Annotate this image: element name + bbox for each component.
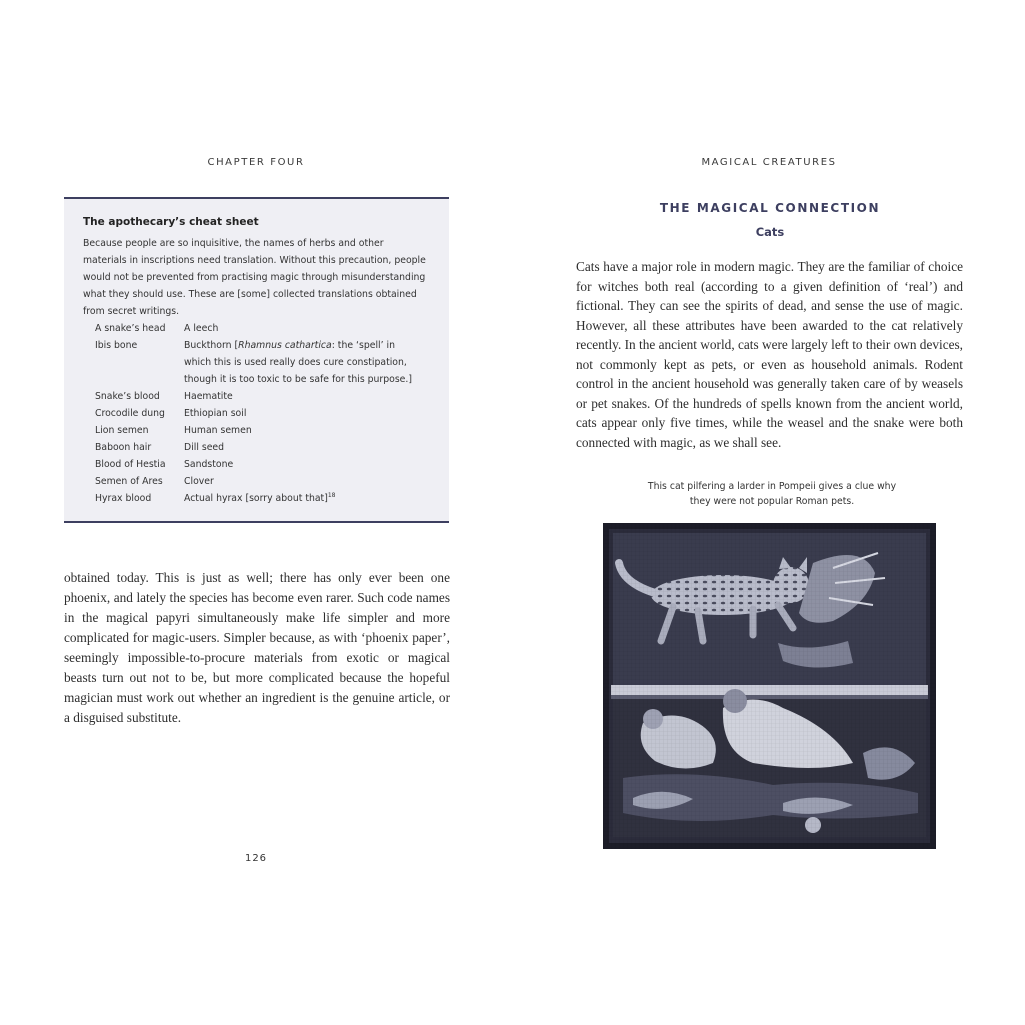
translation: Dill seed: [184, 442, 225, 453]
pompeii-cat-mosaic: [603, 523, 936, 849]
translation: Clover: [184, 476, 214, 487]
table-row: [83, 337, 429, 388]
translation-part: Buckthorn [: [184, 340, 239, 351]
footnote-marker: 18: [327, 491, 336, 499]
section-subheading: Cats: [755, 225, 785, 239]
translation: Human semen: [184, 425, 252, 436]
translation: Haematite: [184, 391, 233, 402]
table-row: [83, 320, 429, 337]
sidebar-title: The apothecary’s cheat sheet: [83, 216, 259, 228]
mosaic-image: [603, 523, 936, 849]
code-name: Baboon hair: [95, 442, 152, 453]
code-name: Blood of Hestia: [95, 459, 166, 470]
right-running-head: MAGICAL CREATURES: [701, 157, 837, 168]
table-row: [83, 422, 429, 439]
translation: [184, 490, 424, 507]
left-body-text: obtained today. This is just as well; there has only ever been one phoenix, and lately the species has become even rarer. Such code names in the magical papyri simultaneously make life simpler and more complicated for magic-users. Simpler because, as with ‘phoenix paper’, seemingly impossible-to-procure materials from exotic or magical beasts turn out not to be, but more complicated because the hopeful magician must work out whether an ingredient is the genuine article, or a disguised substitute.: [64, 570, 450, 725]
table-row: [83, 405, 429, 422]
code-name: Hyrax blood: [95, 493, 152, 504]
code-name: Snake’s blood: [95, 391, 160, 402]
translation-part: : the ‘spell’ in which this is used really does cure constipation, though it is too toxic to be safe for this purpose.]: [184, 340, 412, 385]
section-heading: THE MAGICAL CONNECTION: [659, 201, 881, 215]
sidebar-intro: Because people are so inquisitive, the names of herbs and other materials in inscriptions need translation. Without this precaution, people would not be prevented from practising magic through misunderstanding what they should use. These are [some] collected translations obtained from secret writings.: [83, 238, 426, 317]
code-name: Ibis bone: [95, 340, 138, 351]
code-name: A snake’s head: [95, 323, 166, 334]
table-row: [83, 439, 429, 456]
page-number: 126: [244, 853, 268, 864]
translation: A leech: [184, 323, 219, 334]
right-body-text: Cats have a major role in modern magic. They are the familiar of choice for witches both real (according to a given definition of ‘real’) and fictional. They can see the spirits of dead, and sense the use of magic. However, all these attributes have been awarded to the cat relatively recently. In the ancient world, cats were largely left to their own devices, not commonly kept as pets, or even as household animals. Rodent control in the ancient household was generally taken care of by weasels or pet snakes. Of the hundreds of spells known from the ancient world, cats appear only five times, while the weasel and the snake were both connected with magic, as we shall see.: [576, 259, 963, 450]
translation: [184, 337, 424, 388]
latin-name: Rhamnus cathartica: [238, 340, 332, 351]
translation-table: [83, 320, 429, 507]
table-row: [83, 456, 429, 473]
left-running-head: CHAPTER FOUR: [207, 157, 305, 168]
code-name: Crocodile dung: [95, 408, 165, 419]
code-name: Lion semen: [95, 425, 149, 436]
apothecary-sidebar: [64, 197, 449, 523]
translation: Ethiopian soil: [184, 408, 247, 419]
code-name: Semen of Ares: [95, 476, 163, 487]
table-row: [83, 473, 429, 490]
translation-part: Actual hyrax [sorry about that]: [184, 493, 328, 504]
translation: Sandstone: [184, 459, 234, 470]
figure-caption: This cat pilfering a larder in Pompeii gives a clue why they were not popular Roman pets.: [647, 481, 897, 507]
table-row: [83, 490, 429, 507]
table-row: [83, 388, 429, 405]
